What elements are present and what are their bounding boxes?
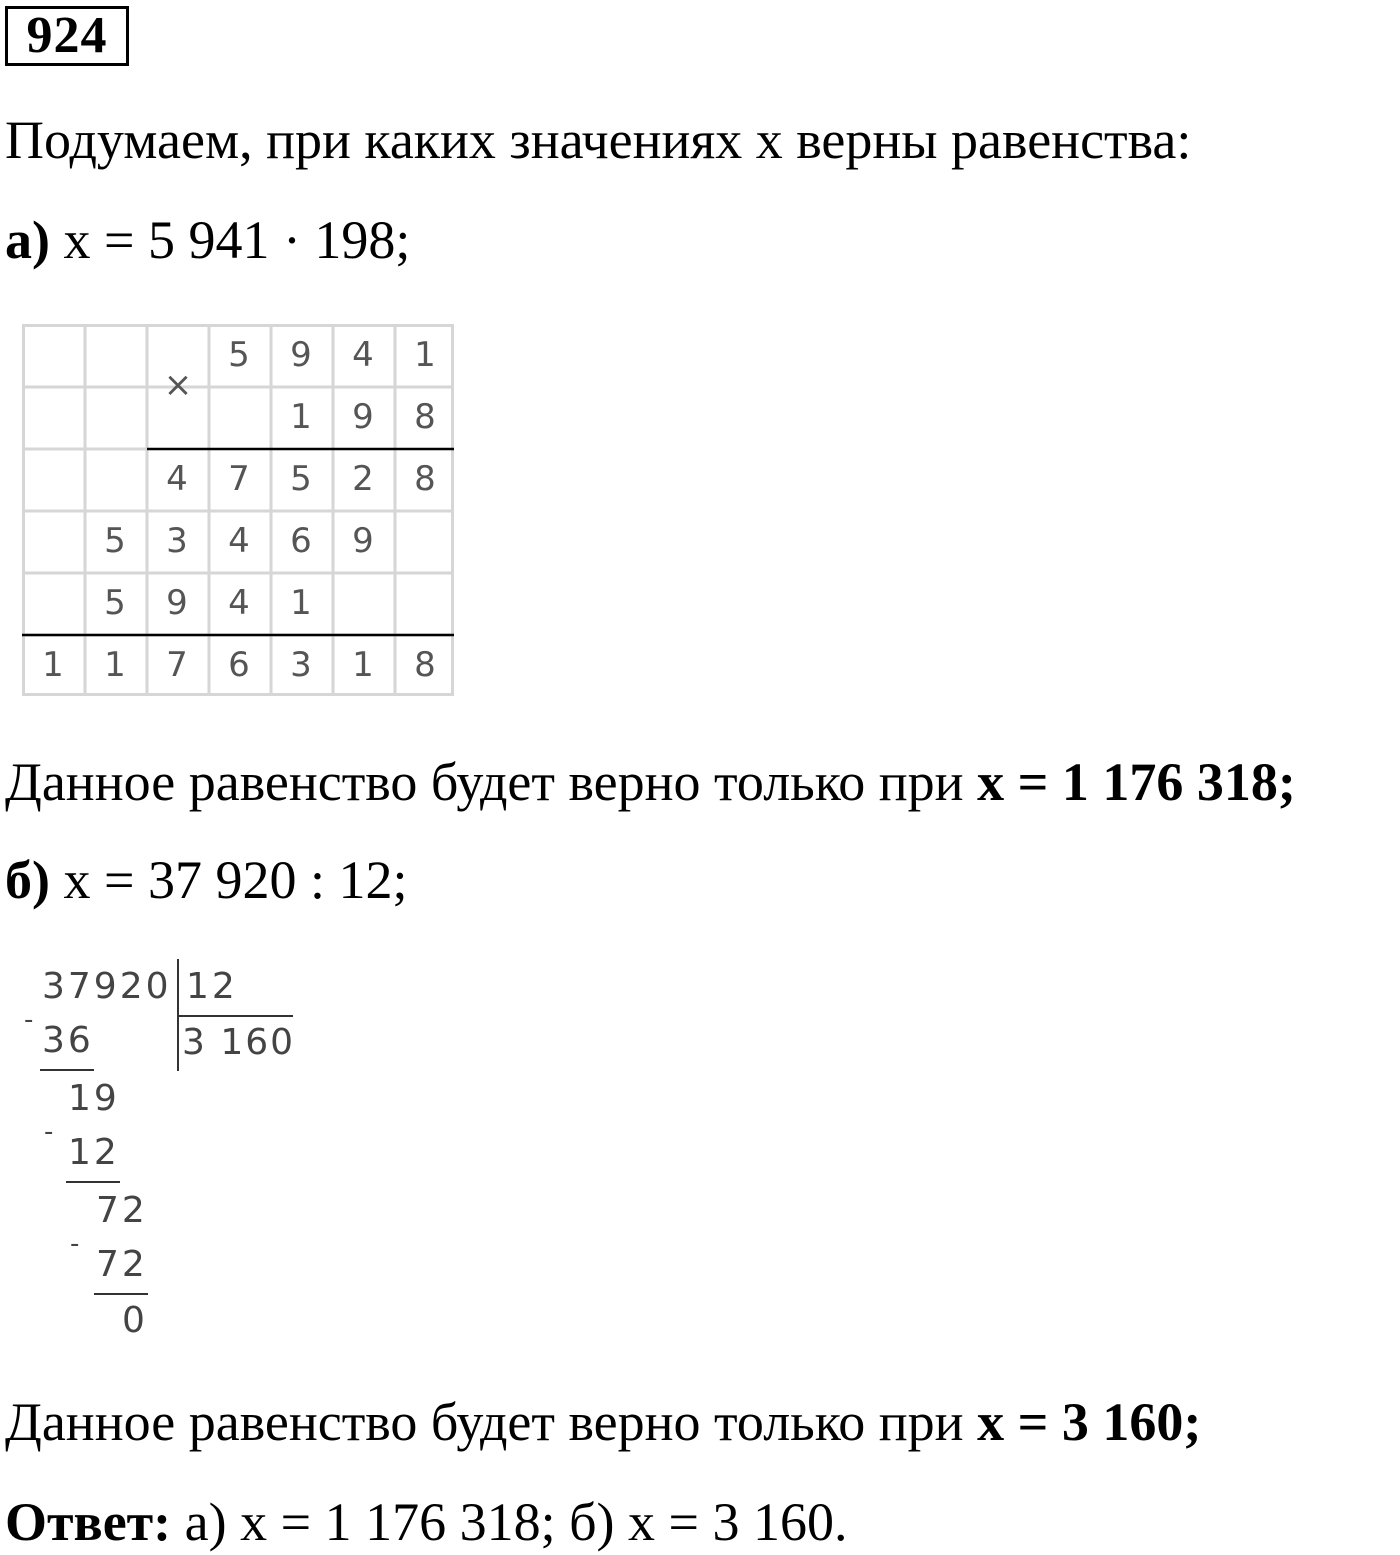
minus-sign-2: -	[44, 1117, 54, 1147]
grid-digit: 6	[228, 645, 250, 685]
grid-digit	[22, 386, 84, 448]
final-answer-label: Ответ:	[5, 1492, 172, 1552]
grid-digit: 4	[228, 521, 250, 561]
grid-digit: 5	[290, 459, 312, 499]
part-b-equation: x = 37 920 : 12;	[63, 850, 408, 910]
final-answer-line	[5, 1492, 848, 1552]
division-divisor-underline	[177, 1015, 293, 1017]
grid-digit	[22, 572, 84, 634]
division-step-1: 36	[42, 1020, 94, 1061]
multiplication-sign: ×	[163, 365, 193, 405]
grid-digit: 3	[166, 521, 188, 561]
result-b-text: Данное равенство будет верно только при	[5, 1392, 978, 1452]
grid-digit: 4	[166, 459, 188, 499]
division-quotient: 3 160	[182, 1022, 296, 1063]
part-b-line	[5, 850, 407, 910]
division-step-5: 72	[96, 1244, 148, 1285]
grid-digit: 1	[414, 335, 436, 375]
grid-digit	[84, 448, 146, 510]
grid-digit: 6	[290, 521, 312, 561]
grid-digit: 1	[290, 397, 312, 437]
grid-digit: 3	[290, 645, 312, 685]
grid-digit: 9	[352, 521, 374, 561]
grid-digit	[84, 324, 146, 386]
part-a-equation: x = 5 941 · 198;	[63, 210, 411, 270]
result-a-line	[5, 752, 1296, 812]
result-b-line	[5, 1392, 1201, 1452]
grid-digit: 8	[414, 459, 436, 499]
final-answer-text: а) x = 1 176 318; б) x = 3 160.	[171, 1492, 848, 1552]
result-b-answer: x = 3 160;	[977, 1392, 1202, 1452]
grid-digit	[394, 572, 456, 634]
grid-digit: 1	[352, 645, 374, 685]
part-a-line	[5, 210, 410, 270]
result-a-answer: x = 1 176 318;	[977, 752, 1296, 812]
grid-digit: 5	[104, 583, 126, 623]
grid-digit: 2	[352, 459, 374, 499]
grid-digit: 1	[290, 583, 312, 623]
grid-digit: 4	[352, 335, 374, 375]
grid-digit: 9	[352, 397, 374, 437]
grid-digit: 5	[228, 335, 250, 375]
grid-digit	[208, 386, 270, 448]
grid-digit: 9	[290, 335, 312, 375]
division-step-2: 19	[68, 1078, 120, 1119]
grid-digit: 8	[414, 397, 436, 437]
long-division	[0, 955, 320, 1345]
grid-digit	[394, 510, 456, 572]
intro-text: Подумаем, при каких значениях x верны равенства:	[5, 110, 1192, 170]
minus-sign-1: -	[24, 1005, 34, 1035]
division-remainder: 0	[122, 1300, 148, 1341]
grid-digit: 5	[104, 521, 126, 561]
step-3-underline	[66, 1181, 120, 1183]
grid-digit: 1	[104, 645, 126, 685]
grid-digit	[22, 448, 84, 510]
grid-digit: 7	[166, 645, 188, 685]
grid-digit	[332, 572, 394, 634]
grid-digit: 8	[414, 645, 436, 685]
grid-digit	[22, 510, 84, 572]
grid-digit	[146, 386, 208, 448]
result-a-text: Данное равенство будет верно только при	[5, 752, 978, 812]
division-divisor: 12	[186, 966, 238, 1007]
part-a-label: а)	[5, 210, 50, 270]
grid-digit	[146, 324, 208, 386]
grid-digit: 7	[228, 459, 250, 499]
step-1-underline	[40, 1069, 94, 1071]
multiplication-grid	[22, 324, 454, 696]
grid-digit	[22, 324, 84, 386]
division-step-4: 72	[96, 1190, 148, 1231]
minus-sign-3: -	[70, 1229, 80, 1259]
problem-number: 924	[5, 6, 129, 66]
grid-digit: 1	[42, 645, 64, 685]
grid-digit: 9	[166, 583, 188, 623]
grid-digit: 4	[228, 583, 250, 623]
grid-digit	[84, 386, 146, 448]
part-b-label: б)	[5, 850, 50, 910]
step-5-underline	[94, 1293, 148, 1295]
division-step-3: 12	[68, 1132, 120, 1173]
division-dividend: 37920	[42, 966, 172, 1007]
